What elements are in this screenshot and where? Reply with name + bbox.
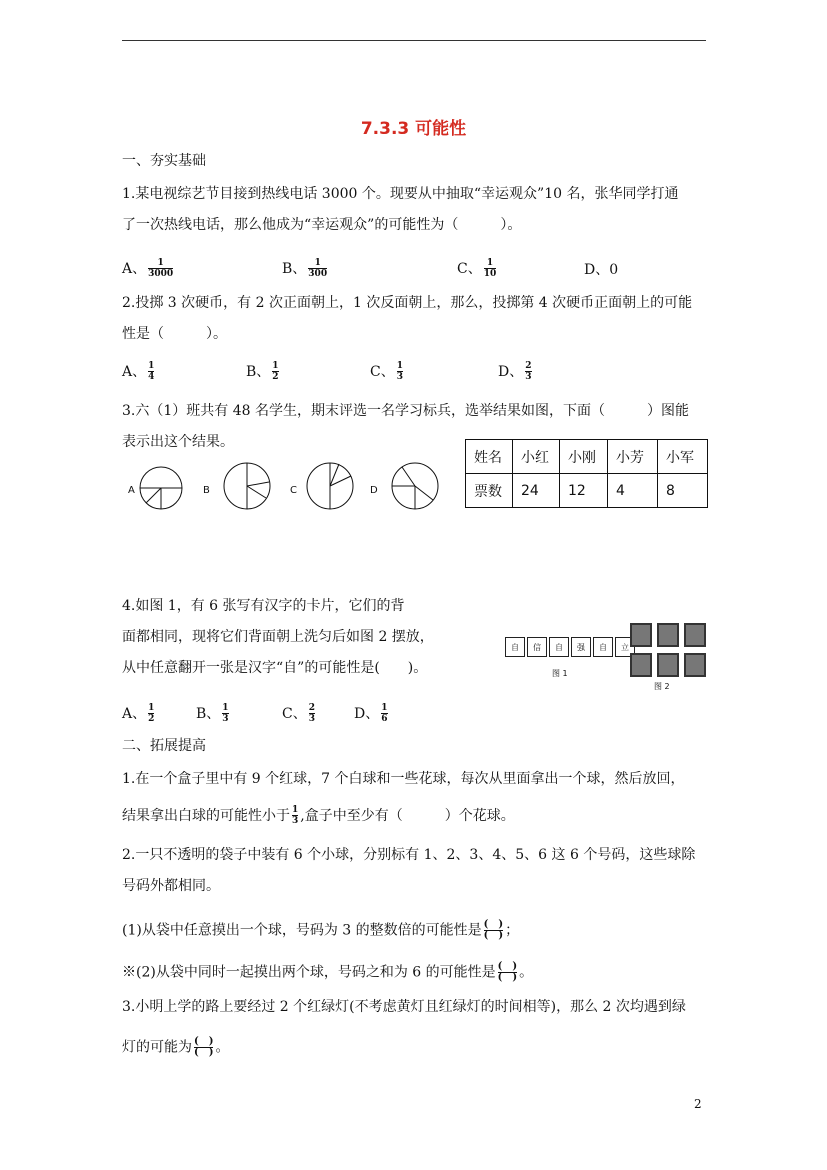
pie-label-a: A bbox=[128, 485, 135, 496]
q4-line2: 面都相同，现将它们背面朝上洗匀后如图 2 摆放， bbox=[122, 629, 434, 645]
card-back bbox=[684, 623, 706, 647]
table-header-cell: 小芳 bbox=[608, 440, 658, 474]
table-cell: 4 bbox=[608, 474, 658, 508]
header-rule bbox=[122, 40, 706, 41]
card: 自 bbox=[549, 637, 569, 657]
page-number: 2 bbox=[694, 1097, 702, 1111]
figure-1-cards bbox=[505, 637, 635, 657]
q4-option-b: B、 $\frac{1}{3}$ bbox=[196, 703, 229, 724]
p3-line1: 3.小明上学的路上要经过 2 个红绿灯(不考虑黄灯且红绿灯的时间相等)，那么 2 次均遇到绿 bbox=[122, 999, 686, 1015]
page-title: 7.3.3 可能性 bbox=[360, 119, 467, 139]
figure-1-caption: 图 1 bbox=[552, 669, 568, 678]
card: 立 bbox=[615, 637, 635, 657]
table-row bbox=[466, 474, 708, 508]
q1-option-c: C、 $\frac{1}{10}$ bbox=[457, 258, 497, 279]
table-row bbox=[466, 440, 708, 474]
table-cell: 24 bbox=[513, 474, 560, 508]
figure-2-card-backs bbox=[630, 623, 702, 677]
card: 强 bbox=[571, 637, 591, 657]
figure-2-caption: 图 2 bbox=[654, 682, 670, 691]
q4-line3: 从中任意翻开一张是汉字“自”的可能性是( )。 bbox=[122, 660, 428, 676]
q4-line1: 4.如图 1，有 6 张写有汉字的卡片，它们的背 bbox=[122, 598, 405, 614]
table-header-cell: 姓名 bbox=[466, 440, 513, 474]
section-heading-extension: 二、拓展提高 bbox=[122, 738, 206, 754]
card: 信 bbox=[527, 637, 547, 657]
card-back bbox=[657, 623, 679, 647]
votes-table bbox=[465, 439, 708, 508]
q2-option-b: B、 $\frac{1}{2}$ bbox=[246, 361, 279, 382]
p2-sub2: ※(2)从袋中同时一起摸出两个球，号码之和为 6 的可能性是 ( ) ( ) 。 bbox=[122, 961, 534, 983]
q1-line2: 了一次热线电话，那么他成为“幸运观众”的可能性为（ ）。 bbox=[122, 217, 522, 233]
pie-chart-b bbox=[222, 461, 272, 511]
card-back bbox=[657, 653, 679, 677]
q2-option-c: C、 $\frac{1}{3}$ bbox=[370, 361, 403, 382]
pie-label-c: C bbox=[290, 485, 297, 496]
q2-line1: 2.投掷 3 次硬币，有 2 次正面朝上，1 次反面朝上，那么，投掷第 4 次硬币正面朝上的可能 bbox=[122, 295, 693, 311]
pie-chart-a bbox=[138, 465, 184, 511]
q1-line1: 1.某电视综艺节目接到热线电话 3000 个。现要从中抽取“幸运观众”10 名，张华同学打通 bbox=[122, 186, 679, 202]
table-header-cell: 小刚 bbox=[560, 440, 608, 474]
card-back bbox=[630, 623, 652, 647]
p2-line2: 号码外都相同。 bbox=[122, 878, 220, 894]
p1-line1: 1.在一个盒子里中有 9 个红球，7 个白球和一些花球，每次从里面拿出一个球，然后放回， bbox=[122, 771, 685, 787]
card: 自 bbox=[593, 637, 613, 657]
q4-option-a: A、 $\frac{1}{2}$ bbox=[122, 703, 155, 724]
card-back bbox=[684, 653, 706, 677]
table-header-cell: 小军 bbox=[658, 440, 708, 474]
q4-option-d: D、 $\frac{1}{6}$ bbox=[354, 703, 388, 724]
pie-chart-c bbox=[305, 461, 355, 511]
q2-option-d: D、 $\frac{2}{3}$ bbox=[498, 361, 532, 382]
p1-line2: 结果拿出白球的可能性小于 $\frac{1}{3}$ ,盒子中至少有（ ）个花球。 bbox=[122, 805, 515, 826]
p2-line1: 2.一只不透明的袋子中装有 6 个小球，分别标有 1、2、3、4、5、6 这 6 个号码，这些球除 bbox=[122, 847, 696, 863]
q1-option-a: A、 $\frac{1}{3000}$ bbox=[122, 258, 174, 279]
q1-option-d: D、0 bbox=[584, 262, 619, 278]
card: 自 bbox=[505, 637, 525, 657]
q1-option-b: B、 $\frac{1}{300}$ bbox=[282, 258, 328, 279]
q2-option-a: A、 $\frac{1}{4}$ bbox=[122, 361, 155, 382]
q4-option-c: C、 $\frac{2}{3}$ bbox=[282, 703, 315, 724]
table-cell: 12 bbox=[560, 474, 608, 508]
table-cell: 票数 bbox=[466, 474, 513, 508]
pie-label-d: D bbox=[370, 485, 378, 496]
card-back bbox=[630, 653, 652, 677]
p3-line2: 灯的可能为 ( ) ( ) 。 bbox=[122, 1036, 230, 1058]
q2-line2: 性是（ ）。 bbox=[122, 326, 227, 342]
p2-sub1: (1)从袋中任意摸出一个球，号码为 3 的整数倍的可能性是 ( ) ( ) ； bbox=[122, 919, 520, 941]
table-header-cell: 小红 bbox=[513, 440, 560, 474]
section-heading-basic: 一、夯实基础 bbox=[122, 153, 206, 169]
q3-line1: 3.六（1）班共有 48 名学生，期末评选一名学习标兵，选举结果如图，下面（ ）图能 bbox=[122, 403, 689, 419]
pie-chart-d bbox=[390, 461, 440, 511]
q3-line2: 表示出这个结果。 bbox=[122, 434, 234, 450]
pie-label-b: B bbox=[203, 485, 210, 496]
table-cell: 8 bbox=[658, 474, 708, 508]
